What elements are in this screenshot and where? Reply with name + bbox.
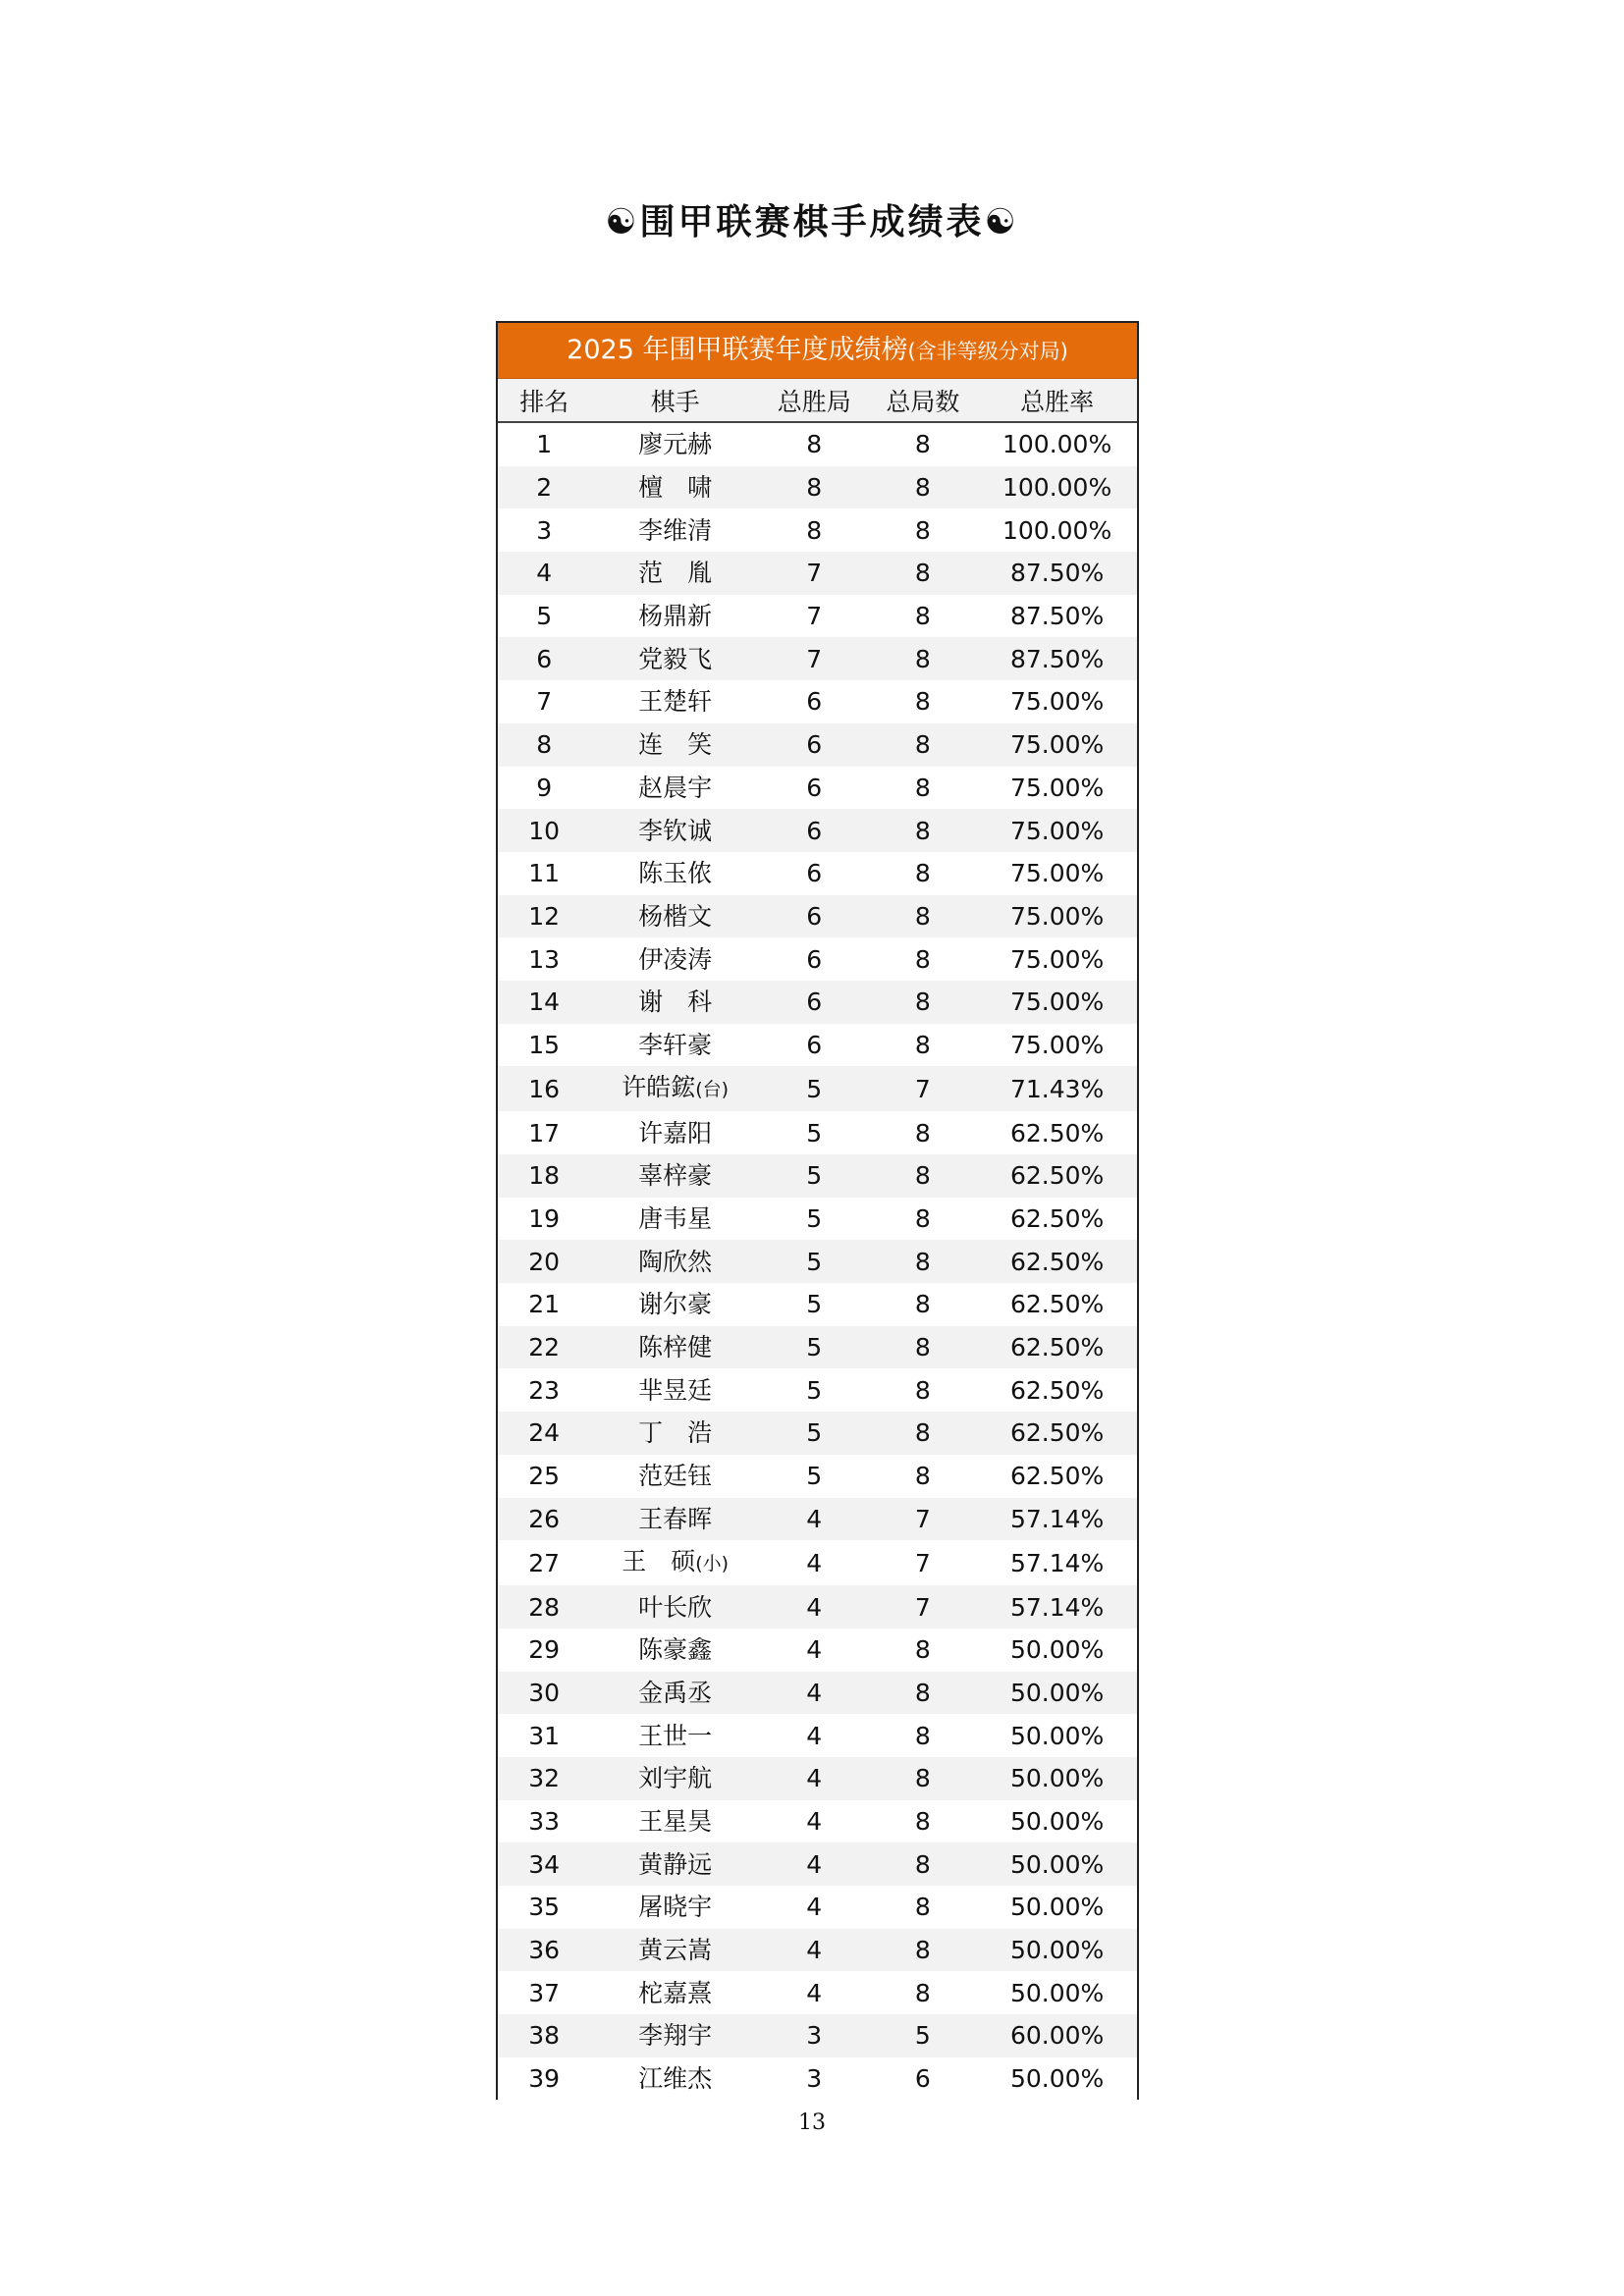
wins-cell: 4 (760, 1929, 869, 1972)
wins-cell: 6 (806, 944, 823, 974)
wins-cell: 7 (760, 552, 869, 595)
games-cell: 7 (869, 1498, 978, 1541)
win-rate-cell: 87.50% (1009, 602, 1105, 631)
rank-cell: 35 (528, 1893, 561, 1922)
table-row (498, 1198, 1137, 1241)
win-rate-cell: 62.50% (1009, 1204, 1105, 1234)
win-rate-cell: 75.00% (1009, 687, 1105, 717)
table-row (498, 1455, 1137, 1498)
player-name: 李翔宇 (638, 2021, 713, 2051)
table-row (498, 1842, 1137, 1886)
player-name: 王 硕 (622, 1547, 696, 1576)
page-title (0, 192, 1624, 252)
player-name: 丁 浩 (638, 1418, 713, 1448)
player-name: 王春晖 (638, 1504, 713, 1533)
wins-cell: 6 (806, 859, 823, 888)
table-row (498, 1929, 1137, 1972)
table-row (498, 2057, 1137, 2101)
games-cell: 8 (914, 1806, 931, 1836)
wins-cell: 5 (806, 1462, 823, 1491)
games-cell: 8 (869, 1757, 978, 1800)
player-name: 许嘉阳 (638, 1118, 713, 1148)
player-cell (590, 1714, 760, 1757)
games-cell: 8 (914, 430, 931, 459)
player-cell (590, 1198, 760, 1241)
player-cell (590, 723, 760, 767)
games-cell: 8 (869, 1326, 978, 1369)
games-cell: 8 (914, 859, 931, 888)
rank-cell: 3 (536, 515, 553, 545)
table-row (498, 1240, 1137, 1283)
wins-cell: 8 (806, 430, 823, 459)
win-rate-cell: 50.00% (1009, 2064, 1105, 2094)
table-row (498, 508, 1137, 552)
player-cell (590, 2014, 760, 2057)
win-rate-cell: 71.43% (977, 1066, 1137, 1111)
player-cell (590, 422, 760, 466)
games-cell: 8 (914, 773, 931, 802)
games-cell: 8 (869, 981, 978, 1024)
player-cell (590, 1066, 760, 1111)
header-win-rate: 总胜率 (977, 379, 1137, 422)
games-cell: 8 (914, 1721, 931, 1750)
win-rate-cell: 75.00% (977, 981, 1137, 1024)
rank-cell: 1 (536, 430, 553, 459)
win-rate-cell: 50.00% (977, 1672, 1137, 1715)
rank-cell: 27 (528, 1548, 561, 1577)
rank-cell: 4 (498, 552, 590, 595)
rank-cell: 31 (528, 1721, 561, 1750)
win-rate-cell: 62.50% (977, 1240, 1137, 1283)
table-row (498, 680, 1137, 723)
rank-cell: 34 (498, 1842, 590, 1886)
games-cell: 7 (869, 1585, 978, 1629)
player-cell (590, 1240, 760, 1283)
player-cell (590, 552, 760, 595)
table-row (498, 466, 1137, 509)
wins-cell: 5 (760, 1154, 869, 1198)
games-cell: 8 (869, 895, 978, 938)
wins-cell: 8 (760, 466, 869, 509)
page-title-text: 围甲联赛棋手成绩表 (639, 201, 985, 242)
table-row (498, 1629, 1137, 1672)
table-row (498, 1800, 1137, 1843)
games-cell: 8 (869, 1154, 978, 1198)
games-cell: 8 (914, 1118, 931, 1148)
player-name: 唐韦星 (638, 1204, 713, 1234)
wins-cell: 6 (760, 723, 869, 767)
games-cell: 8 (869, 1412, 978, 1455)
player-name: 檀 啸 (638, 473, 713, 503)
wins-cell: 5 (806, 1375, 823, 1405)
player-cell (590, 1585, 760, 1629)
player-name: 王楚轩 (638, 687, 713, 717)
wins-cell: 4 (806, 1635, 823, 1665)
win-rate-cell: 50.00% (1009, 1978, 1105, 2007)
table-caption (498, 323, 1137, 379)
wins-cell: 4 (806, 1978, 823, 2007)
wins-cell: 4 (760, 1842, 869, 1886)
player-name: 刘宇航 (638, 1764, 713, 1793)
win-rate-cell: 50.00% (977, 1842, 1137, 1886)
table-row (498, 1024, 1137, 1067)
table-row (498, 1585, 1137, 1629)
wins-cell: 4 (760, 1757, 869, 1800)
rank-cell: 20 (498, 1240, 590, 1283)
games-cell: 8 (914, 1030, 931, 1059)
games-cell: 8 (914, 1635, 931, 1665)
player-cell (590, 1929, 760, 1972)
win-rate-cell: 100.00% (1001, 515, 1112, 545)
rank-cell: 28 (498, 1585, 590, 1629)
wins-cell: 5 (806, 1290, 823, 1319)
rank-cell: 32 (498, 1757, 590, 1800)
table-row (498, 937, 1137, 981)
games-cell: 6 (914, 2064, 931, 2094)
table-row (498, 1154, 1137, 1198)
player-name: 范 胤 (638, 559, 713, 588)
player-name: 王星昊 (638, 1806, 713, 1836)
player-name: 陈玉侬 (638, 859, 713, 888)
player-note: (小) (695, 1553, 730, 1575)
table-row (498, 637, 1137, 680)
player-name: 陈豪鑫 (638, 1635, 713, 1665)
player-name: 黄云嵩 (638, 1936, 713, 1965)
win-rate-cell: 57.14% (977, 1585, 1137, 1629)
rank-cell: 22 (498, 1326, 590, 1369)
yin-yang-icon: ☯ (605, 202, 640, 242)
win-rate-cell: 62.50% (1009, 1462, 1105, 1491)
table-row (498, 1412, 1137, 1455)
player-name: 谢 科 (638, 988, 713, 1017)
win-rate-cell: 75.00% (1009, 1030, 1105, 1059)
header-games: 总局数 (869, 379, 978, 422)
rank-cell: 14 (498, 981, 590, 1024)
rank-cell: 25 (528, 1462, 561, 1491)
table-row (498, 895, 1137, 938)
games-cell: 7 (869, 1066, 978, 1111)
table-row (498, 595, 1137, 638)
table-caption-main: 2025 年围甲联赛年度成绩榜 (567, 335, 908, 365)
rank-cell: 23 (528, 1375, 561, 1405)
wins-cell: 5 (760, 1066, 869, 1111)
player-name: 杨楷文 (638, 901, 713, 931)
win-rate-cell: 50.00% (977, 1757, 1137, 1800)
win-rate-cell: 62.50% (977, 1154, 1137, 1198)
table-row (498, 809, 1137, 852)
table-row (498, 1672, 1137, 1715)
player-name: 陶欣然 (638, 1247, 713, 1276)
player-name: 伊凌涛 (638, 944, 713, 974)
table-row (498, 1714, 1137, 1757)
wins-cell: 4 (806, 1721, 823, 1750)
wins-cell: 8 (806, 515, 823, 545)
wins-cell: 5 (760, 1326, 869, 1369)
player-name: 廖元赫 (638, 430, 713, 459)
wins-cell: 7 (806, 602, 823, 631)
rank-cell: 38 (498, 2014, 590, 2057)
wins-cell: 4 (806, 1893, 823, 1922)
table-row (498, 723, 1137, 767)
wins-cell: 4 (806, 1548, 823, 1577)
rank-cell: 24 (498, 1412, 590, 1455)
wins-cell: 6 (760, 809, 869, 852)
win-rate-cell: 100.00% (977, 466, 1137, 509)
rank-cell: 6 (498, 637, 590, 680)
games-cell: 8 (914, 1893, 931, 1922)
wins-cell: 4 (760, 1498, 869, 1541)
table-row (498, 852, 1137, 895)
player-name: 金禹丞 (638, 1678, 713, 1707)
player-name: 杨鼎新 (638, 602, 713, 631)
wins-cell: 4 (760, 1672, 869, 1715)
games-cell: 8 (869, 637, 978, 680)
wins-cell: 4 (760, 1585, 869, 1629)
wins-cell: 5 (760, 1240, 869, 1283)
rank-cell: 9 (536, 773, 553, 802)
games-cell: 8 (914, 687, 931, 717)
win-rate-cell: 50.00% (977, 1929, 1137, 1972)
win-rate-cell: 75.00% (1009, 773, 1105, 802)
rank-cell: 16 (498, 1066, 590, 1111)
rank-cell: 29 (528, 1635, 561, 1665)
win-rate-cell: 60.00% (977, 2014, 1137, 2057)
wins-cell: 5 (806, 1118, 823, 1148)
rank-cell: 37 (528, 1978, 561, 2007)
table-row (498, 1368, 1137, 1412)
table-row (498, 981, 1137, 1024)
win-rate-cell: 75.00% (1009, 944, 1105, 974)
table-row (498, 422, 1137, 466)
player-cell (590, 852, 760, 895)
win-rate-cell: 75.00% (977, 895, 1137, 938)
wins-cell: 5 (806, 1204, 823, 1234)
wins-cell: 3 (806, 2064, 823, 2094)
yin-yang-icon: ☯ (984, 202, 1019, 242)
player-cell (590, 1412, 760, 1455)
rank-cell: 19 (528, 1204, 561, 1234)
games-cell: 8 (914, 515, 931, 545)
player-name: 屠晓宇 (638, 1893, 713, 1922)
player-name: 范廷钰 (638, 1462, 713, 1491)
table-row (498, 1540, 1137, 1585)
win-rate-cell: 50.00% (1009, 1635, 1105, 1665)
player-cell (590, 1842, 760, 1886)
player-cell (590, 1368, 760, 1412)
player-cell (590, 1800, 760, 1843)
standings-table-container (496, 321, 1139, 2100)
rank-cell: 33 (528, 1806, 561, 1836)
games-cell: 8 (869, 552, 978, 595)
player-name: 党毅飞 (638, 644, 713, 673)
win-rate-cell: 57.14% (1009, 1548, 1105, 1577)
table-row (498, 767, 1137, 810)
rank-cell: 11 (528, 859, 561, 888)
player-cell (590, 1111, 760, 1154)
wins-cell: 5 (760, 1412, 869, 1455)
player-cell (590, 508, 760, 552)
player-name: 芈昱廷 (638, 1375, 713, 1405)
player-cell (590, 595, 760, 638)
games-cell: 8 (914, 944, 931, 974)
header-rank: 排名 (498, 379, 590, 422)
rank-cell: 10 (498, 809, 590, 852)
games-cell: 8 (914, 1204, 931, 1234)
win-rate-cell: 62.50% (1009, 1375, 1105, 1405)
player-cell (590, 1154, 760, 1198)
rank-cell: 39 (528, 2064, 561, 2094)
player-cell (590, 767, 760, 810)
rank-cell: 13 (528, 944, 561, 974)
wins-cell: 7 (760, 637, 869, 680)
player-cell (590, 1540, 760, 1585)
page-number: 13 (798, 2110, 826, 2135)
win-rate-cell: 62.50% (977, 1326, 1137, 1369)
win-rate-cell: 75.00% (977, 723, 1137, 767)
table-row (498, 1066, 1137, 1111)
games-cell: 8 (914, 1978, 931, 2007)
player-name: 赵晨宇 (638, 773, 713, 802)
win-rate-cell: 57.14% (977, 1498, 1137, 1541)
win-rate-cell: 75.00% (977, 809, 1137, 852)
table-row (498, 1283, 1137, 1326)
win-rate-cell: 100.00% (1001, 430, 1112, 459)
player-name: 李钦诚 (638, 816, 713, 845)
player-name: 陈梓健 (638, 1333, 713, 1362)
player-cell (590, 1455, 760, 1498)
rank-cell: 15 (528, 1030, 561, 1059)
games-cell: 7 (914, 1548, 931, 1577)
player-cell (590, 895, 760, 938)
header-player: 棋手 (590, 379, 760, 422)
player-cell (590, 1283, 760, 1326)
player-cell (590, 937, 760, 981)
games-cell: 8 (914, 1375, 931, 1405)
games-cell: 8 (914, 602, 931, 631)
player-cell (590, 1757, 760, 1800)
rank-cell: 12 (498, 895, 590, 938)
player-cell (590, 1024, 760, 1067)
player-name: 辜梓豪 (638, 1161, 713, 1191)
wins-cell: 6 (806, 1030, 823, 1059)
wins-cell: 6 (760, 981, 869, 1024)
games-cell: 5 (869, 2014, 978, 2057)
player-cell (590, 1672, 760, 1715)
games-cell: 8 (869, 1929, 978, 1972)
player-cell (590, 1326, 760, 1369)
win-rate-cell: 50.00% (1009, 1806, 1105, 1836)
win-rate-cell: 62.50% (977, 1412, 1137, 1455)
win-rate-cell: 62.50% (1009, 1290, 1105, 1319)
rank-cell: 21 (528, 1290, 561, 1319)
games-cell: 8 (869, 1240, 978, 1283)
table-row (498, 1886, 1137, 1929)
player-cell (590, 680, 760, 723)
win-rate-cell: 50.00% (1009, 1721, 1105, 1750)
player-name: 李维清 (638, 515, 713, 545)
player-name: 叶长欣 (638, 1592, 713, 1622)
player-name: 谢尔豪 (638, 1290, 713, 1319)
standings-table (498, 379, 1137, 2100)
games-cell: 8 (869, 723, 978, 767)
games-cell: 8 (869, 466, 978, 509)
table-caption-note: (含非等级分对局) (907, 340, 1068, 363)
player-name: 许皓鋐 (622, 1073, 696, 1102)
games-cell: 8 (869, 1842, 978, 1886)
rank-cell: 5 (536, 602, 553, 631)
player-cell (590, 2057, 760, 2101)
wins-cell: 3 (760, 2014, 869, 2057)
win-rate-cell: 75.00% (1009, 859, 1105, 888)
player-name: 黄静远 (638, 1849, 713, 1879)
rank-cell: 7 (536, 687, 553, 717)
table-row (498, 2014, 1137, 2057)
win-rate-cell: 87.50% (977, 552, 1137, 595)
player-name: 王世一 (638, 1721, 713, 1750)
wins-cell: 4 (806, 1806, 823, 1836)
games-cell: 8 (914, 1462, 931, 1491)
header-wins: 总胜局 (760, 379, 869, 422)
table-body (498, 422, 1137, 2100)
player-name: 李轩豪 (638, 1030, 713, 1059)
wins-cell: 6 (806, 773, 823, 802)
win-rate-cell: 62.50% (1009, 1118, 1105, 1148)
games-cell: 8 (914, 1290, 931, 1319)
rank-cell: 2 (498, 466, 590, 509)
wins-cell: 6 (760, 895, 869, 938)
player-cell (590, 1498, 760, 1541)
table-row (498, 1971, 1137, 2014)
player-cell (590, 1971, 760, 2014)
player-note: (台) (695, 1079, 730, 1101)
player-name: 连 笑 (638, 730, 713, 760)
player-name: 江维杰 (638, 2064, 713, 2094)
games-cell: 8 (869, 1672, 978, 1715)
table-row (498, 1498, 1137, 1541)
player-cell (590, 637, 760, 680)
win-rate-cell: 50.00% (1009, 1893, 1105, 1922)
table-header-row (498, 379, 1137, 422)
rank-cell: 18 (498, 1154, 590, 1198)
table-row (498, 1757, 1137, 1800)
rank-cell: 17 (528, 1118, 561, 1148)
games-cell: 8 (869, 809, 978, 852)
rank-cell: 30 (498, 1672, 590, 1715)
player-name: 柁嘉熹 (638, 1978, 713, 2007)
table-row (498, 552, 1137, 595)
win-rate-cell: 87.50% (977, 637, 1137, 680)
player-cell (590, 1886, 760, 1929)
table-row (498, 1111, 1137, 1154)
rank-cell: 36 (498, 1929, 590, 1972)
rank-cell: 8 (498, 723, 590, 767)
player-cell (590, 809, 760, 852)
rank-cell: 26 (498, 1498, 590, 1541)
player-cell (590, 1629, 760, 1672)
table-row (498, 1326, 1137, 1369)
player-cell (590, 981, 760, 1024)
player-cell (590, 466, 760, 509)
wins-cell: 6 (806, 687, 823, 717)
